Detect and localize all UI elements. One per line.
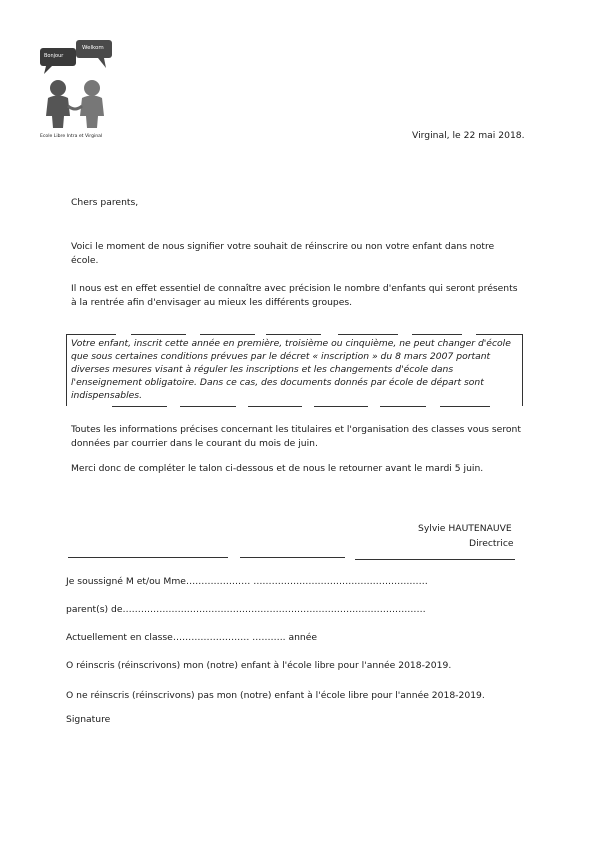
form-class-line: Actuellement en classe……………………. ……….. année xyxy=(66,632,318,643)
school-logo xyxy=(36,38,116,138)
form-parent-line: parent(s) de……………………………………………………………………………………… xyxy=(66,604,426,615)
paragraph-3: Toutes les informations précises concernant les titulaires et l'organisation des classes vous seront données par courrier dans le courant du mois de juin. xyxy=(71,424,521,449)
salutation: Chers parents, xyxy=(71,197,139,208)
logo-caption: Ecole Libre Intra et Virginal xyxy=(40,134,103,139)
form-signature-label: Signature xyxy=(66,714,111,725)
paragraph-1: Voici le moment de nous signifier votre souhait de réinscrire ou non votre enfant dans notre école. xyxy=(71,241,495,266)
notice-line-5: indispensables. xyxy=(71,390,143,401)
form-option-not-reinscribe: O ne réinscris (réinscrivons) pas mon (notre) enfant à l'école libre pour l'année 2018-2019. xyxy=(66,690,485,701)
form-option-reinscribe: O réinscris (réinscrivons) mon (notre) enfant à l'école libre pour l'année 2018-2019. xyxy=(66,660,452,671)
logo-bubble-right-text: Welkom xyxy=(82,45,104,51)
signature-title: Directrice xyxy=(469,538,514,549)
date-line: Virginal, le 22 mai 2018. xyxy=(412,130,525,141)
notice-line-2: que sous certaines conditions prévues par le décret « inscription » du 8 mars 2007 portant xyxy=(71,351,491,362)
form-name-line: Je soussigné M et/ou Mme………………… ………………………………………………… xyxy=(66,576,428,587)
notice-line-1: Votre enfant, inscrit cette année en première, troisième ou cinquième, ne peut changer d'école xyxy=(71,338,511,349)
notice-line-4: l'enseignement obligatoire. Dans ce cas, des documents donnés par école de départ sont xyxy=(71,377,484,388)
paragraph-2: Il nous est en effet essentiel de connaître avec précision le nombre d'enfants qui seront présents à la rentrée afin d'envisager au mieux les différents groupes. xyxy=(71,283,518,308)
children-logo-icon xyxy=(36,38,116,130)
logo-bubble-left-text: Bonjour xyxy=(44,53,64,59)
paragraph-4: Merci donc de compléter le talon ci-dessous et de nous le retourner avant le mardi 5 juin. xyxy=(71,463,484,474)
notice-line-3: diverses mesures visant à réguler les inscriptions et les changements d'école dans xyxy=(71,364,454,375)
signature-name: Sylvie HAUTENAUVE xyxy=(418,523,512,534)
